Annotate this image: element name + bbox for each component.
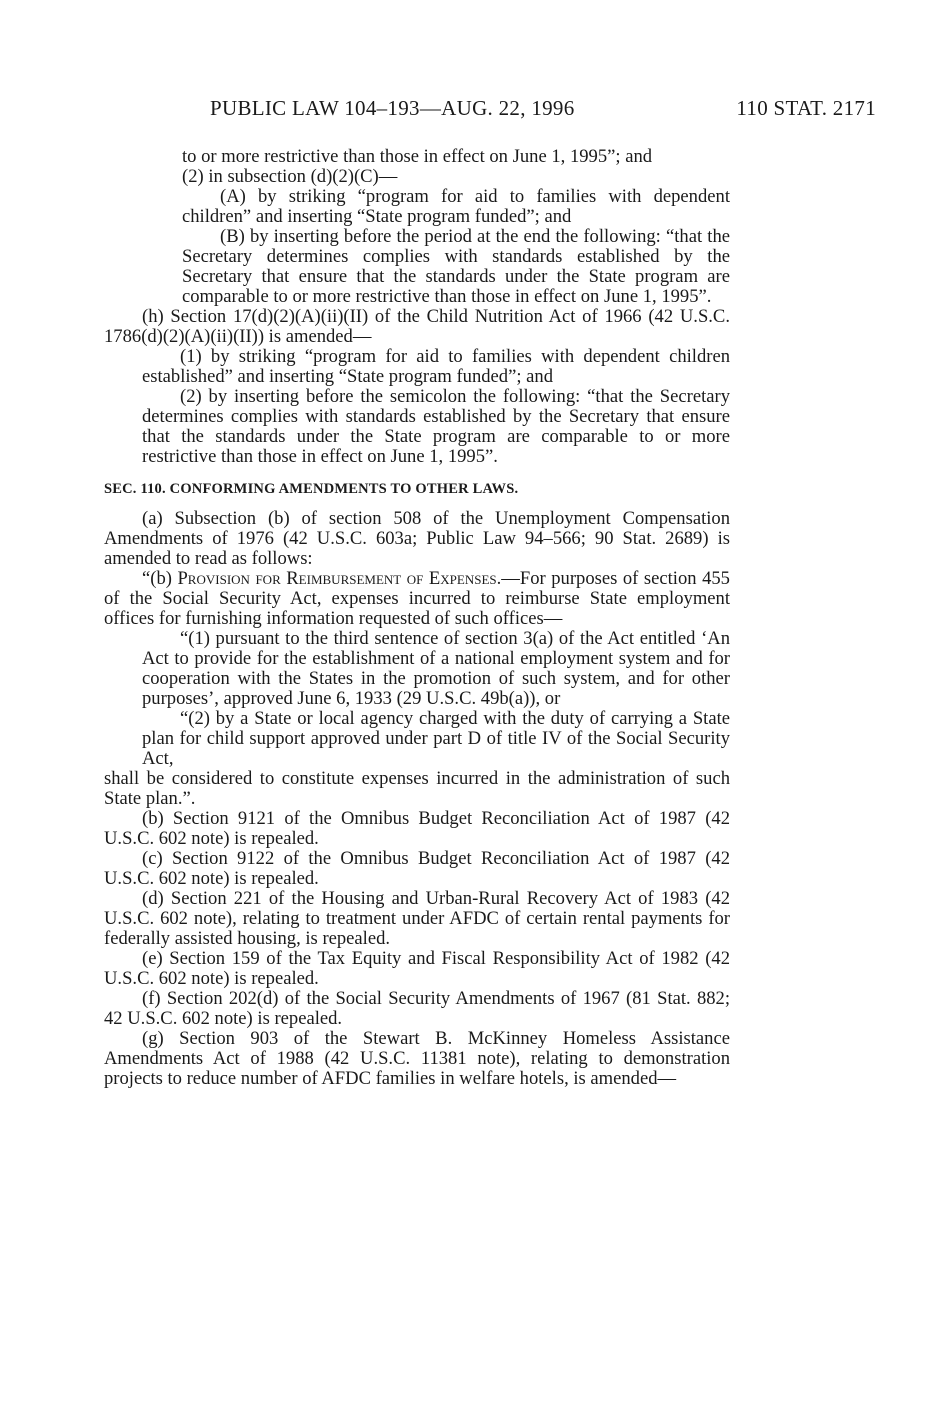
paragraph	[104, 569, 730, 629]
subsection-title: Provision for Reimbursement of Expenses.	[177, 568, 502, 589]
subsection-text: —For purposes of section 455 of the Social Security Act, expenses incurred to reimburse State employment offices for furnishing information requested of such offices—	[104, 568, 730, 629]
paragraph: (b) Section 9121 of the Omnibus Budget Reconciliation Act of 1987 (42 U.S.C. 602 note) is repealed.	[104, 808, 730, 849]
paragraph: (d) Section 221 of the Housing and Urban-Rural Recovery Act of 1983 (42 U.S.C. 602 note), relating to treatment under AFDC of certain rental payments for federally assisted housing, is repealed.	[104, 888, 730, 949]
paragraph: “(2) by a State or local agency charged with the duty of carrying a State plan for child support approved under part D of title IV of the Social Security Act,	[142, 708, 730, 769]
paragraph: (f) Section 202(d) of the Social Security Amendments of 1967 (81 Stat. 882; 42 U.S.C. 602 note) is repealed.	[104, 988, 730, 1029]
running-head	[210, 96, 876, 126]
paragraph: (a) Subsection (b) of section 508 of the Unemployment Compensation Amendments of 1976 (42 U.S.C. 603a; Public Law 94–566; 90 Stat. 2689) is amended to read as follows:	[104, 508, 730, 569]
paragraph: (g) Section 903 of the Stewart B. McKinney Homeless Assistance Amendments Act of 1988 (42 U.S.C. 11381 note), relating to demonstration projects to reduce number of AFDC families in welfare hotels, is amended—	[104, 1028, 730, 1089]
document-body	[104, 147, 730, 1089]
paragraph: (h) Section 17(d)(2)(A)(ii)(II) of the Child Nutrition Act of 1966 (42 U.S.C. 1786(d)(2)(A)(ii)(II)) is amended—	[104, 306, 730, 347]
paragraph: (e) Section 159 of the Tax Equity and Fiscal Responsibility Act of 1982 (42 U.S.C. 602 note) is repealed.	[104, 948, 730, 989]
section-heading: SEC. 110. CONFORMING AMENDMENTS TO OTHER LAWS.	[104, 481, 519, 497]
paragraph: shall be considered to constitute expenses incurred in the administration of such State plan.”.	[104, 768, 730, 809]
statute-page-number: 110 STAT. 2171	[736, 96, 876, 120]
paragraph: (1) by striking “program for aid to families with dependent children established” and inserting “State program funded”; and	[142, 346, 730, 387]
paragraph: (B) by inserting before the period at the end the following: “that the Secretary determines complies with standards established by the Secretary that ensure that the standards under the State program are comparable to or more restrictive than those in effect on June 1, 1995”.	[182, 226, 730, 307]
paragraph: to or more restrictive than those in effect on June 1, 1995”; and	[182, 146, 653, 167]
paragraph: “(1) pursuant to the third sentence of section 3(a) of the Act entitled ‘An Act to provide for the establishment of a national employment system and for cooperation with the States in the promotion of such system, and for other purposes’, approved June 6, 1933 (29 U.S.C. 49b(a)), or	[142, 628, 730, 709]
paragraph: (A) by striking “program for aid to families with dependent children” and inserting “State program funded”; and	[182, 186, 730, 227]
paragraph: (2) by inserting before the semicolon the following: “that the Secretary determines complies with standards established by the Secretary that ensure that the standards under the State program are comparable to or more restrictive than those in effect on June 1, 1995”.	[142, 386, 730, 467]
public-law-title: PUBLIC LAW 104–193—AUG. 22, 1996	[210, 96, 575, 120]
paragraph: (c) Section 9122 of the Omnibus Budget Reconciliation Act of 1987 (42 U.S.C. 602 note) is repealed.	[104, 848, 730, 889]
subsection-label: “(b)	[142, 568, 178, 589]
paragraph: (2) in subsection (d)(2)(C)—	[182, 166, 398, 187]
